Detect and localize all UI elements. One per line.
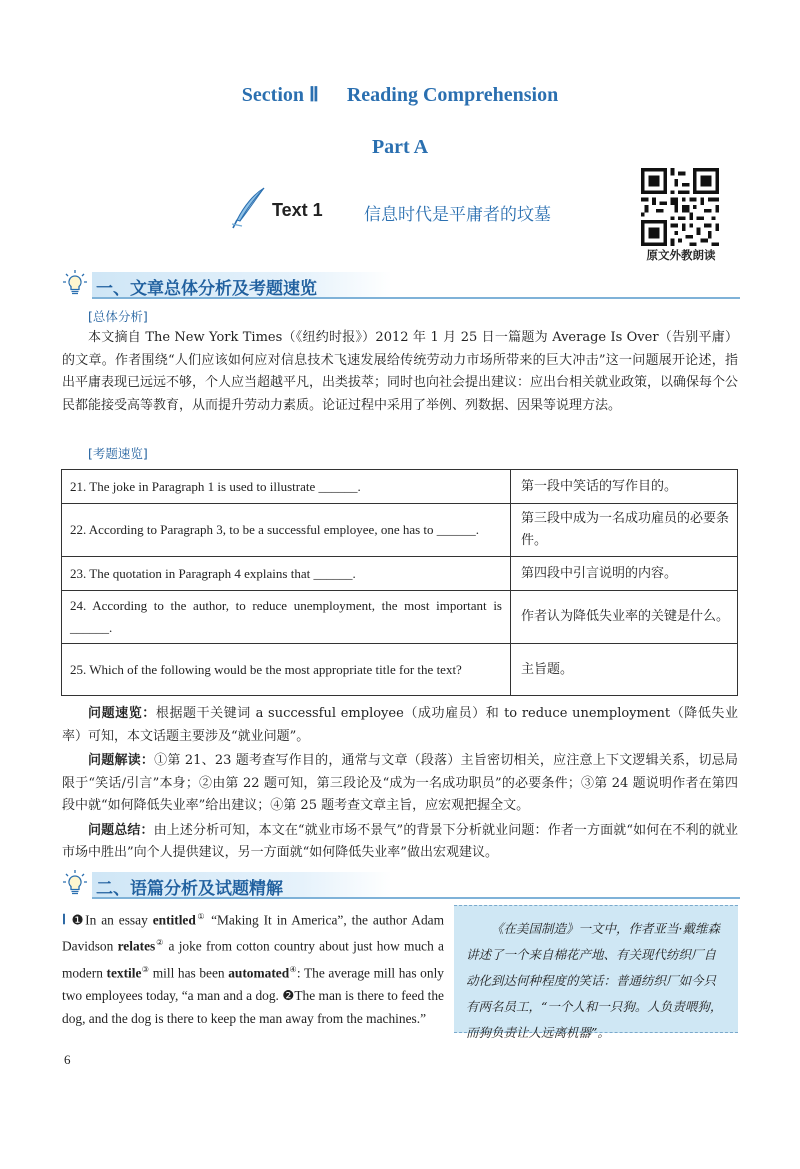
vocab-word: entitled <box>152 912 196 928</box>
section-label: Section <box>241 84 305 106</box>
summary-text: 由上述分析可知，本文在“就业市场不景气”的背景下分析就业问题：作者一方面就“如何在不利的就业市场中胜出”向个人提供建议，另一方面就“如何降低失业率”做出宏观建议。 <box>62 822 738 860</box>
part-title: Part A <box>371 136 429 158</box>
question-en: 21. The joke in Paragraph 1 is used to illustrate ______. <box>62 470 511 504</box>
question-table <box>61 469 738 696</box>
lightbulb-icon <box>60 868 90 898</box>
qr-code[interactable] <box>641 168 719 246</box>
summary-label: 问题总结： <box>88 822 154 838</box>
vocab-word: relates <box>117 938 156 954</box>
section-title <box>0 82 800 107</box>
table-row <box>62 470 738 504</box>
text-label: Text 1 <box>272 200 323 220</box>
table-row <box>62 591 738 644</box>
paragraph-numeral: Ⅰ <box>62 912 68 928</box>
passage-paragraph: Ⅰ ❶In an essay entitled① “Making It in America”, the author Adam Davidson relates② a joke from cotton country about just how much a modern textile③ mill has been automated④: The average mill has only two employees today, “a man and a dog. ❷The man is there to feed the dog, and the dog is there to keep the man away from the machines.” <box>62 912 445 1027</box>
section-numeral: Ⅱ <box>309 84 319 106</box>
question-cn: 作者认为降低失业率的关键是什么。 <box>511 591 738 644</box>
question-en: 22. According to Paragraph 3, to be a successful employee, one has to ______. <box>62 504 511 557</box>
vocab-word: automated <box>228 965 290 981</box>
section1-heading <box>60 268 740 298</box>
overview-paragraph <box>62 327 738 417</box>
question-cn: 第一段中笑话的写作目的。 <box>511 470 738 504</box>
overview-text: 本文摘自 The New York Times（《纽约时报》）2012 年 1 月 25 日一篇题为 Average Is Over（告别平庸）的文章。作者围绕“人们应该如何应对信息技术飞速发展给传统劳动力市场所带来的巨大冲击”这一问题展开论述，指出平庸表现已远远不够，个人应当超越平凡，出类拔萃；同时也向社会提出建议：应出台相关就业政策，以确保每个公民都能接受高等教育，从而提升劳动力素质。论证过程中采用了举例、列数据、因果等说理方法。 <box>62 330 739 413</box>
question-en: 24. According to the author, to reduce unemployment, the most important is ______. <box>62 591 511 644</box>
vocab-word: textile <box>106 965 142 981</box>
section-name: Reading Comprehension <box>346 84 559 106</box>
section2-heading <box>60 868 740 898</box>
section2-heading-text: 二、语篇分析及试题精解 <box>96 879 283 899</box>
quick-paragraph <box>62 703 738 748</box>
explain-text: ①第 21、23 题考查写作目的，通常与文章（段落）主旨密切相关，应注意上下文逻辑关系，切忌局限于“笑话/引言”本身；②由第 22 题可知，第三段论及“成为一名成功职员”的必要条件；③第 24 题说明作者在第四段中就“如何降低失业率”给出建议；④第 25 题考查文章主旨，应宏观把握全文。 <box>62 753 738 813</box>
summary-paragraph <box>62 820 738 865</box>
table-row <box>62 557 738 591</box>
preview-tag: [考题速览] <box>88 446 148 461</box>
sentence-marker: ❷ <box>282 988 295 1004</box>
sentence-marker: ❶ <box>71 912 86 928</box>
translation-sidebar <box>454 905 738 1040</box>
explain-label: 问题解读： <box>88 753 155 768</box>
page-number: 6 <box>64 1052 71 1067</box>
table-row <box>62 644 738 696</box>
quill-pen-icon <box>228 186 268 230</box>
question-en: 23. The quotation in Paragraph 4 explains that ______. <box>62 557 511 591</box>
explain-paragraph <box>62 750 738 818</box>
quick-text: 根据题干关键词 a successful employee（成功雇员）和 to reduce unemployment（降低失业率）可知，本文话题主要涉及“就业问题”。 <box>62 706 738 744</box>
question-cn: 第三段中成为一名成功雇员的必要条件。 <box>511 504 738 557</box>
sidebar-text: 《在美国制造》一文中，作者亚当·戴维森讲述了一个来自棉花产地、有关现代纺织厂自动化到达何种程度的笑话：普通纺织厂如今只有两名员工，“一个人和一只狗。人负责喂狗，而狗负责让人远离机器”。 <box>466 921 723 1040</box>
table-row <box>62 504 738 557</box>
question-cn: 第四段中引言说明的内容。 <box>511 557 738 591</box>
question-en: 25. Which of the following would be the most appropriate title for the text? <box>62 644 511 696</box>
question-cn: 主旨题。 <box>511 644 738 696</box>
overview-tag: [总体分析] <box>88 309 148 324</box>
lightbulb-icon <box>60 268 90 298</box>
quick-label: 问题速览： <box>88 706 156 721</box>
section1-heading-text: 一、文章总体分析及考题速览 <box>96 279 317 299</box>
analysis-block <box>62 703 738 865</box>
qr-caption: 原文外教朗读 <box>646 248 716 262</box>
text-title: 信息时代是平庸者的坟墓 <box>364 205 551 225</box>
